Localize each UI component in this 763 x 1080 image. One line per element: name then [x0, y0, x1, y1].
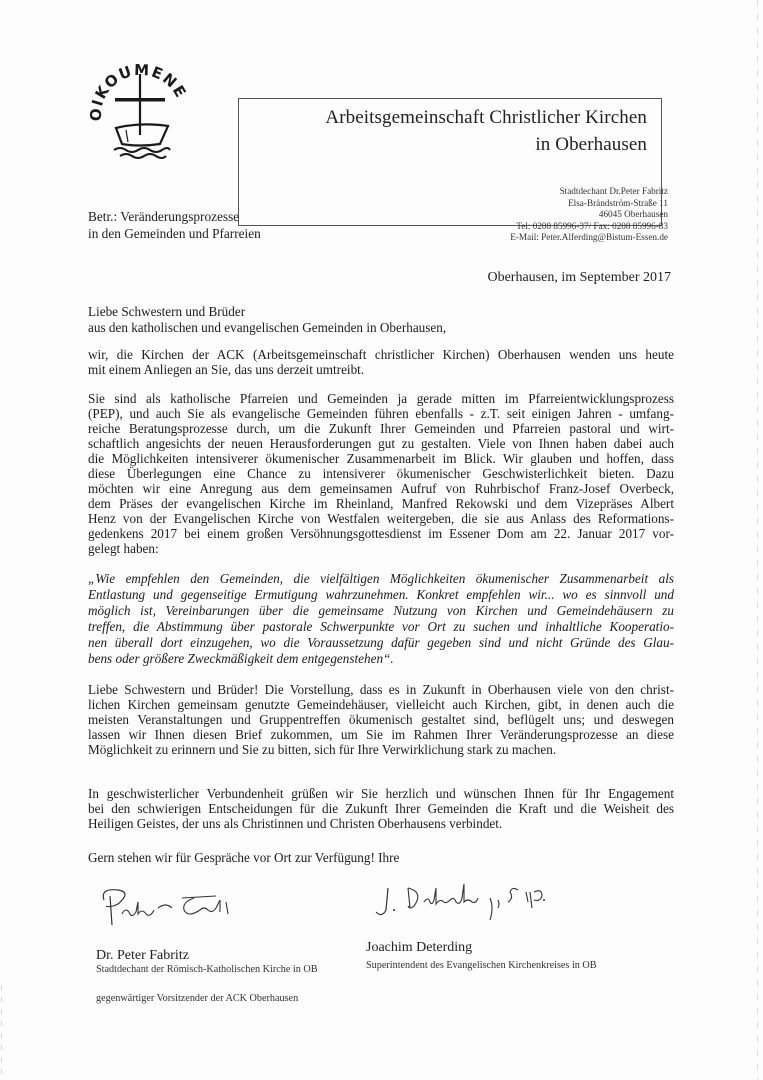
paragraph-4-line: lassen wir Ihnen diesen Brief zukommen, um Sie im Rahmen Ihrer Veränderungsprozesse an diese — [88, 727, 674, 742]
oikoumene-logo — [84, 52, 194, 162]
handwritten-signature-peter-fabritz — [96, 880, 276, 935]
signatory-role-deterding: Superintendent des Evangelischen Kirchenkreises in OB — [366, 960, 597, 971]
paragraph-4-line: meisten Veranstaltungen und Gruppentreffen ökumenisch gestaltet sind, beflügelt uns; und deswegen — [88, 712, 674, 727]
signatory-role-fabritz: Stadtdechant der Römisch-Katholischen Kirche in OB — [96, 964, 318, 975]
paragraph-2-line: schaftlich angesichts der neuen Herausforderungen gut zu gestalten. Viele von Ihnen haben dabei auch — [88, 436, 674, 451]
paragraph-1-line: mit einem Anliegen an Sie, das uns derzeit umtreibt. — [88, 362, 365, 377]
sender-street: Elsa-Brändström-Straße 11 — [568, 197, 668, 208]
sender-phone-fax: Tel: 0208 85996-37/ Fax: 0208 85996-83 — [516, 220, 668, 231]
paragraph-2-line: gelegt haben: — [88, 541, 159, 556]
logo-text: OIKOUMENE — [86, 60, 191, 122]
paragraph-5-line: In geschwisterlicher Verbundenheit grüßen wir Sie herzlich und wünschen Ihnen für Ihr Engagement — [88, 786, 674, 801]
sender-email: E-Mail: Peter.Alferding@Bistum-Essen.de — [510, 232, 668, 243]
ship-with-cross-icon — [114, 74, 170, 158]
quote-line: bens oder größere Zweckmäßigkeit dem entgegenstehen“. — [88, 651, 394, 666]
sender-name: Stadtdechant Dr.Peter Fabritz — [559, 186, 668, 196]
paragraph-2-line: reiche Beratungsprozesse durch, um die Zukunft Ihrer Gemeinden und Pfarreien pastoral und wirt- — [88, 421, 674, 436]
paragraph-4-line: Möglichkeit zu erinnern und Sie zu bitten, sich für Ihre Verwirklichung stark zu machen. — [88, 742, 557, 757]
paragraph-2-line: möchten wir eine Anregung aus dem gemeinsamen Aufruf von Ruhrbischof Franz-Josef Overbeck, — [88, 481, 674, 496]
sender-address-block — [510, 186, 668, 244]
sender-city: 46045 Oberhausen — [598, 209, 668, 220]
closing-line: Gern stehen wir für Gespräche vor Ort zur Verfügung! Ihre — [88, 850, 400, 865]
organization-name: Arbeitsgemeinschaft Christlicher Kirchen — [325, 107, 647, 128]
quote-line: „Wie empfehlen den Gemeinden, die vielfältigen Möglichkeiten ökumenischer Zusammenarbeit als — [88, 571, 674, 586]
paragraph-2-line: gedenkens 2017 bei einem großen Versöhnungsgottesdienst im Essener Dom am 22. Januar 2017 vor- — [88, 526, 674, 541]
scan-artifact-line — [757, 0, 758, 1080]
chairperson-note: gegenwärtiger Vorsitzender der ACK Oberhausen — [96, 993, 299, 1004]
paragraph-2-line: Sie sind als katholische Pfarreien und Gemeinden ja gerade mitten im Pfarreientwicklungsprozess — [88, 391, 674, 406]
paragraph-2-line: dem Präses der evangelischen Kirche im Rheinland, Manfred Rekowski und dem Vizepräses Albert — [88, 496, 674, 511]
paragraph-2-line: Henz von der Evangelischen Kirche von Westfalen weitergeben, die sie aus Anlass des Reformations- — [88, 511, 674, 526]
organization-city: in Oberhausen — [535, 134, 647, 155]
quote-line: möglich ist, Vereinbarungen über die gemeinsame Nutzung von Kirchen und Gemeindehäusern zu — [88, 603, 674, 618]
quote-line: Entlastung und gegenseitige Ermutigung wahrzunehmen. Konkret empfehlen wir... wo es sinnvoll und — [88, 587, 674, 602]
paragraph-5-line: Heiligen Geistes, der uns als Christinnen und Christen Oberhausens verbindet. — [88, 816, 503, 831]
paragraph-2-line: die Möglichkeiten intensiverer ökumenischer Zusammenarbeit im Blick. Wir glauben und hoffen, dass — [88, 451, 674, 466]
subject-line-1: Betr.: Veränderungsprozesse — [88, 209, 240, 224]
handwritten-signature-joachim-deterding — [368, 878, 618, 928]
signatory-name-fabritz: Dr. Peter Fabritz — [96, 948, 189, 963]
salutation-line-1: Liebe Schwestern und Brüder — [88, 304, 246, 319]
subject-line-2: in den Gemeinden und Pfarreien — [88, 226, 261, 241]
salutation-line-2: aus den katholischen und evangelischen Gemeinden in Oberhausen, — [88, 320, 447, 335]
paragraph-2-line: diese Überlegungen eine Chance zu intensiverer ökumenischer Geschwisterlichkeit bieten. Dazu — [88, 466, 674, 481]
signatory-name-deterding: Joachim Deterding — [366, 940, 473, 955]
scan-artifact-line — [1, 985, 2, 1080]
quote-line: treffen, die Abstimmung über pastorale Schwerpunkte vor Ort zu suchen und inhaltliche Kooperatio- — [88, 619, 674, 634]
paragraph-5-line: bei den schwierigen Entscheidungen für die Zukunft Ihrer Gemeinden die Kraft und die Weisheit des — [88, 801, 674, 816]
subject-line — [88, 208, 261, 242]
paragraph-4-line: Liebe Schwestern und Brüder! Die Vorstellung, dass es in Zukunft in Oberhausen viele von den christ- — [88, 682, 674, 697]
quote-line: nen überall dort einzugehen, wo die Voraussetzung dafür gegeben sind und nicht Gründe des Glau- — [88, 635, 674, 650]
paragraph-1-line: wir, die Kirchen der ACK (Arbeitsgemeinschaft christlicher Kirchen) Oberhausen wenden uns heute — [88, 347, 674, 362]
paragraph-2-line: (PEP), und auch Sie als evangelische Gemeinden führen ebenfalls - z.T. seit einigen Jahren - umfang- — [88, 406, 674, 421]
letter-date: Oberhausen, im September 2017 — [487, 270, 671, 285]
paragraph-4-line: lichen Kirchen gemeinsam genutzte Gemeindehäuser, vielleicht auch Kirchen, gibt, in denen auch die — [88, 697, 674, 712]
